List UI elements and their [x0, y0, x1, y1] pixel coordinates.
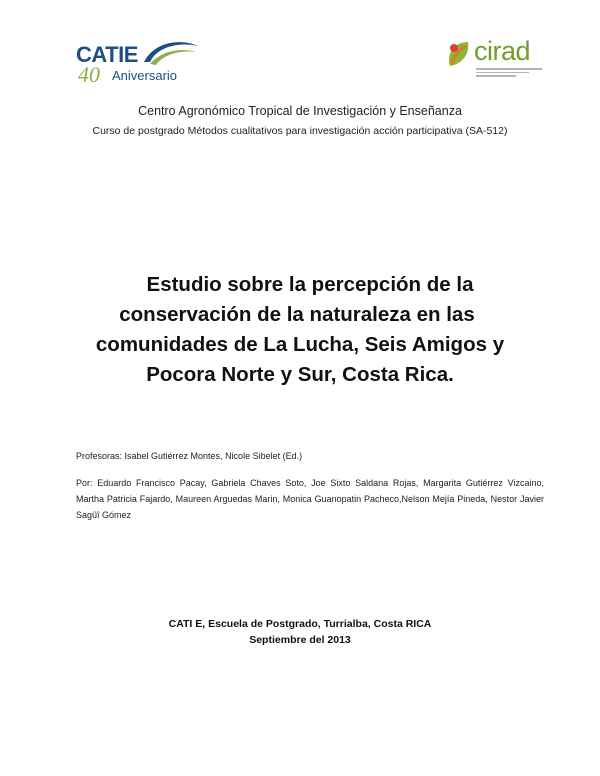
- catie-swoosh-icon: [140, 38, 200, 68]
- document-title: [40, 270, 560, 390]
- title-line-3: comunidades de La Lucha, Seis Amigos y: [95, 333, 505, 356]
- cirad-leaf-icon: [446, 40, 472, 70]
- authors-paragraph: Por: Eduardo Francisco Pacay, Gabriela Chaves Soto, Joe Sixto Saldana Rojas, Margarita Gutiérrez Vizcaino, Martha Patricia Fajardo, Maureen Arguedas Marin, Monica Guanopatin Pacheco,Nelson Mejía Pineda, Nestor Javier Sagûî Gómez: [76, 478, 544, 520]
- footer-block: [0, 616, 600, 648]
- title-line-4: Pocora Norte y Sur, Costa Rica.: [146, 363, 454, 386]
- title-line-2: conservación de la naturaleza en las: [119, 303, 475, 326]
- cirad-logo-word: cirad: [474, 36, 531, 66]
- catie-logo: [76, 38, 206, 88]
- cirad-logo: [446, 38, 546, 82]
- catie-logo-number: 40: [78, 62, 100, 87]
- catie-logo-word: CATIE: [76, 42, 138, 67]
- institution-name: Centro Agronómico Tropical de Investigación y Enseñanza: [138, 104, 462, 118]
- course-name: Curso de postgrado Métodos cualitativos para investigación acción participativa (SA-512): [92, 125, 508, 137]
- footer-place: CATI E, Escuela de Postgrado, Turrialba, Costa RICA: [168, 618, 432, 630]
- cirad-logo-tagline: [476, 68, 542, 78]
- professors-line: Profesoras: Isabel Gutiérrez Montes, Nicole Sibelet (Ed.): [76, 451, 303, 461]
- catie-logo-subtitle: Aniversario: [112, 68, 178, 83]
- title-line-1: Estudio sobre la percepción de la: [146, 273, 474, 296]
- footer-date: Septiembre del 2013: [249, 634, 351, 646]
